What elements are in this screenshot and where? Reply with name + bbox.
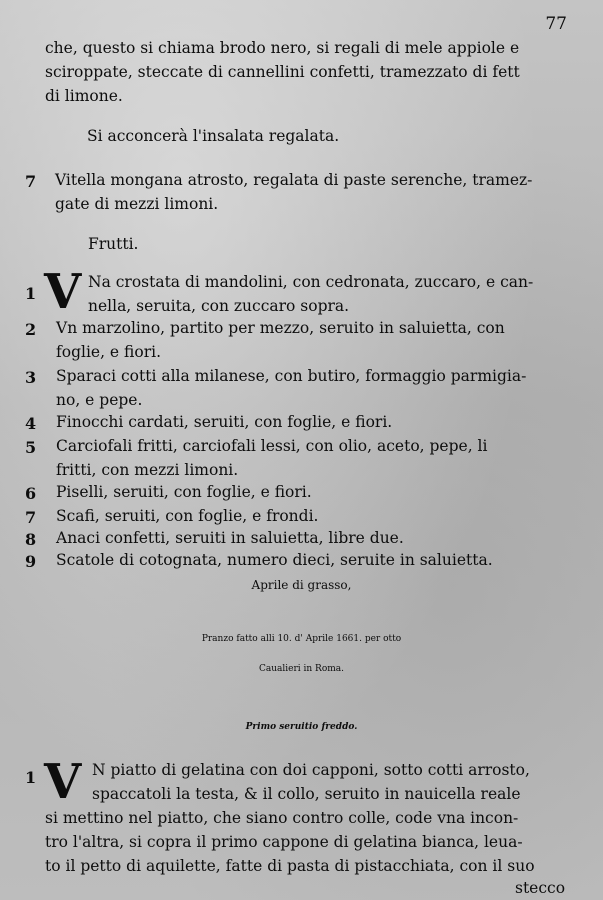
- text-line: spaccatoli la testa, & il collo, seruito in nauicella reale: [92, 785, 521, 803]
- item-number: 9: [25, 552, 37, 571]
- item-number: 2: [25, 320, 37, 339]
- text-line: N piatto di gelatina con doi capponi, sotto cotti arrosto,: [92, 761, 530, 779]
- text-line: gate di mezzi limoni.: [55, 195, 219, 213]
- item-number: 5: [25, 438, 37, 457]
- text-line: nella, seruita, con zuccaro sopra.: [88, 297, 350, 315]
- text-line: tro l'altra, si copra il primo cappone di gelatina bianca, leua-: [45, 833, 523, 851]
- text-line: foglie, e fiori.: [56, 343, 161, 361]
- section-subtitle: Pranzo fatto alli 10. d' Aprile 1661. per otto: [201, 634, 402, 644]
- text-line: Anaci confetti, seruiti in saluietta, libre due.: [56, 529, 404, 547]
- item-number: 7: [25, 172, 37, 191]
- text-line: to il petto di aquilette, fatte di pasta di pistacchiata, con il suo: [45, 857, 535, 875]
- item-number: 8: [25, 530, 37, 549]
- text-line: Vitella mongana atrosto, regalata di paste serenche, tramez-: [55, 171, 533, 189]
- text-line: Scatole di cotognata, numero dieci, seruite in saluietta.: [56, 551, 493, 569]
- item-number: 6: [25, 484, 37, 503]
- item-number: 1: [25, 284, 37, 303]
- text-line: si mettino nel piatto, che siano contro colle, code vna incon-: [45, 809, 519, 827]
- text-line: Vn marzolino, partito per mezzo, seruito in saluietta, con: [56, 319, 505, 337]
- text-line: Scafi, seruiti, con foglie, e frondi.: [56, 507, 319, 525]
- item-number: 4: [25, 414, 37, 433]
- insalata-line: Si acconcerà l'insalata regalata.: [87, 127, 340, 145]
- section-title: Aprile di grasso,: [251, 578, 352, 592]
- item-number: 3: [25, 368, 37, 387]
- text-line: no, e pepe.: [56, 391, 143, 409]
- text-line: Finocchi cardati, seruiti, con foglie, e fiori.: [56, 413, 393, 431]
- text-line: fritti, con mezzi limoni.: [56, 461, 239, 479]
- frutti-heading: Frutti.: [88, 235, 139, 253]
- text-line: Piselli, seruiti, con foglie, e fiori.: [56, 483, 312, 501]
- drop-cap-letter: V: [44, 754, 82, 810]
- text-line: sciroppate, steccate di cannellini confetti, tramezzato di fett: [45, 63, 520, 81]
- course-heading: Primo seruitio freddo.: [245, 722, 358, 732]
- text-line: Sparaci cotti alla milanese, con butiro, formaggio parmigia-: [56, 367, 527, 385]
- drop-cap-letter: V: [44, 264, 82, 320]
- page-number: 77: [545, 14, 567, 34]
- item-number: 1: [25, 768, 37, 787]
- text-line: Na crostata di mandolini, con cedronata, zuccaro, e can-: [88, 273, 534, 291]
- text-line: che, questo si chiama brodo nero, si regali di mele appiole e: [45, 39, 520, 57]
- section-subtitle: Caualieri in Roma.: [258, 664, 345, 674]
- item-number: 7: [25, 508, 37, 527]
- text-line: Carciofali fritti, carciofali lessi, con olio, aceto, pepe, li: [56, 437, 488, 455]
- text-line: di limone.: [45, 87, 123, 105]
- catchword: stecco: [515, 879, 566, 897]
